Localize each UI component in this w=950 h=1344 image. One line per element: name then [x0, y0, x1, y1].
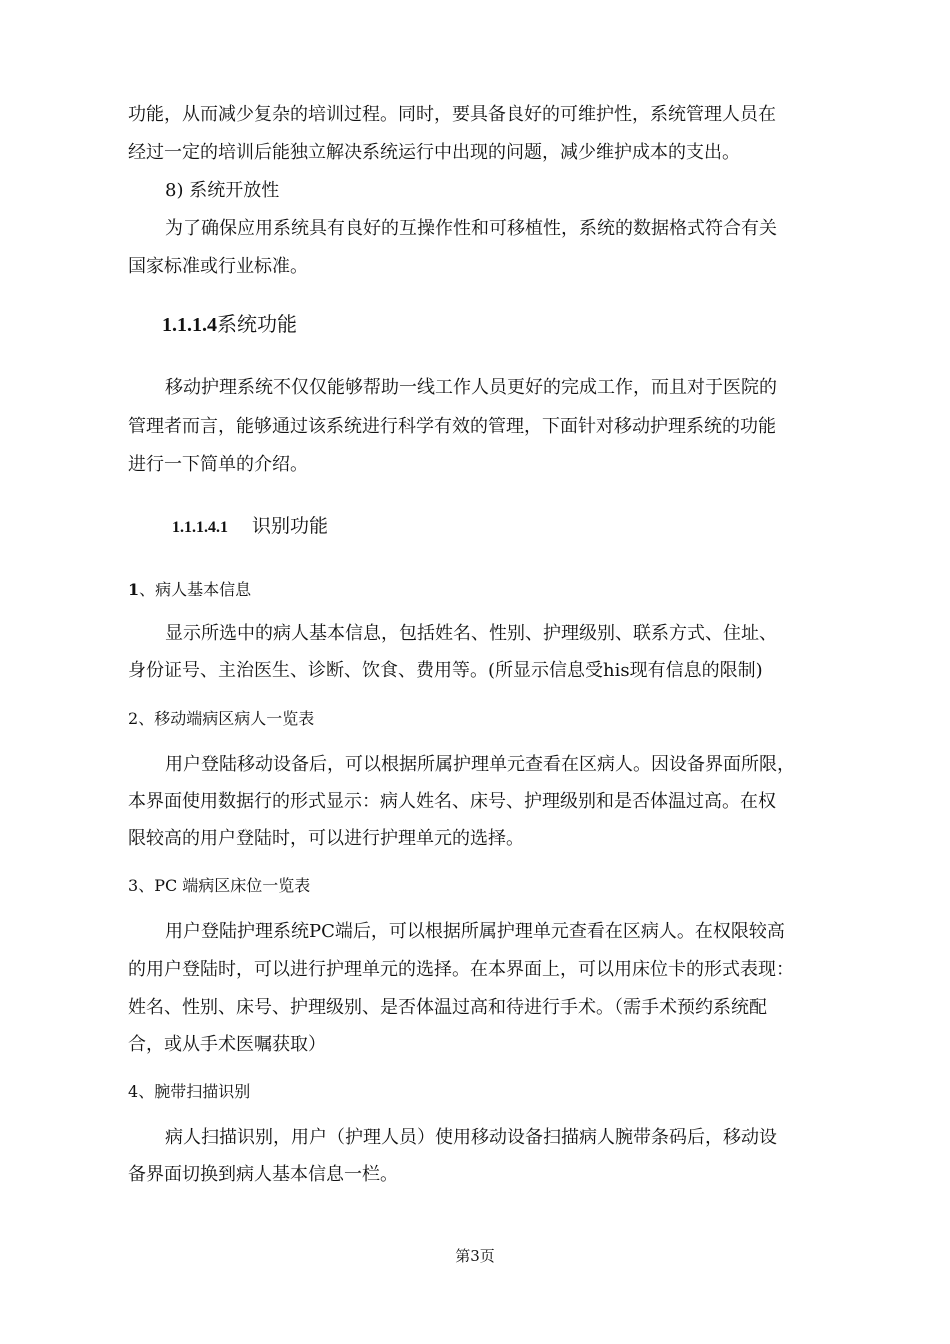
- paragraph-line: 管理者而言，能够通过该系统进行科学有效的管理，下面针对移动护理系统的功能: [128, 416, 776, 437]
- paragraph-line: 为了确保应用系统具有良好的互操作性和可移植性，系统的数据格式符合有关: [165, 218, 777, 239]
- subsection-heading: [172, 513, 328, 541]
- paragraph-line: 病人扫描识别，用户（护理人员）使用移动设备扫描病人腕带条码后，移动设: [165, 1127, 777, 1148]
- paragraph-line: 移动护理系统不仅仅能够帮助一线工作人员更好的完成工作，而且对于医院的: [165, 377, 777, 398]
- item-heading: [128, 875, 310, 897]
- item-number: 1: [128, 580, 140, 599]
- paragraph-line: 国家标准或行业标准。: [128, 256, 308, 277]
- section-number: 1.1.1.4: [162, 314, 217, 336]
- section-title: 系统功能: [217, 312, 297, 336]
- item-number: 4: [128, 1082, 139, 1101]
- item-title: 、PC 端病区床位一览表: [138, 876, 311, 895]
- subsection-number: 1.1.1.4.1: [172, 519, 228, 536]
- list-item-heading: 8) 系统开放性: [165, 180, 280, 201]
- item-number: 2: [128, 709, 139, 728]
- paragraph-line: 功能，从而减少复杂的培训过程。同时，要具备良好的可维护性，系统管理人员在: [128, 104, 776, 125]
- paragraph-line: 本界面使用数据行的形式显示：病人姓名、床号、护理级别和是否体温过高。在权: [128, 791, 776, 812]
- item-title: 、移动端病区病人一览表: [138, 709, 315, 728]
- paragraph-line: 身份证号、主治医生、诊断、饮食、费用等。(所显示信息受his现有信息的限制): [128, 660, 763, 681]
- paragraph-line: 用户登陆移动设备后，可以根据所属护理单元查看在区病人。因设备界面所限，: [165, 754, 795, 775]
- subsection-title: 识别功能: [252, 515, 329, 537]
- item-number: 3: [128, 876, 139, 895]
- paragraph-line: 合，或从手术医嘱获取）: [128, 1034, 326, 1055]
- paragraph-line: 经过一定的培训后能独立解决系统运行中出现的问题，减少维护成本的支出。: [128, 142, 740, 163]
- page-number: 第3页: [455, 1247, 495, 1265]
- paragraph-line: 用户登陆护理系统PC端后，可以根据所属护理单元查看在区病人。在权限较高: [165, 921, 785, 942]
- item-title: 、病人基本信息: [139, 580, 252, 599]
- item-title: 、腕带扫描识别: [138, 1082, 251, 1101]
- item-heading: [128, 1081, 250, 1103]
- item-heading: [128, 708, 314, 730]
- paragraph-line: 限较高的用户登陆时，可以进行护理单元的选择。: [128, 828, 524, 849]
- paragraph-line: 的用户登陆时，可以进行护理单元的选择。在本界面上，可以用床位卡的形式表现：: [128, 959, 794, 980]
- section-heading: [162, 310, 297, 339]
- paragraph-line: 备界面切换到病人基本信息一栏。: [128, 1164, 398, 1185]
- paragraph-line: 进行一下简单的介绍。: [128, 454, 308, 475]
- paragraph-line: 显示所选中的病人基本信息，包括姓名、性别、护理级别、联系方式、住址、: [165, 623, 777, 644]
- item-heading: [128, 579, 251, 601]
- paragraph-line: 姓名、性别、床号、护理级别、是否体温过高和待进行手术。（需手术预约系统配: [128, 997, 767, 1018]
